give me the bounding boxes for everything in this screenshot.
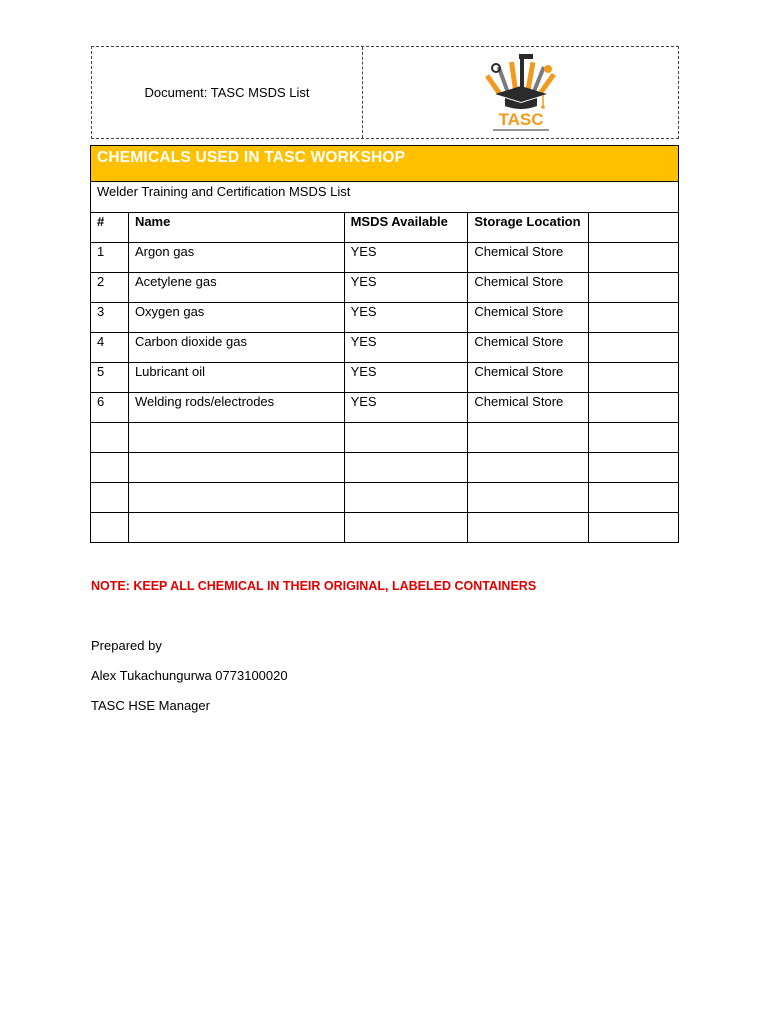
cell-name	[128, 513, 344, 543]
table-title-row	[91, 146, 679, 182]
cell-msds-available: YES	[344, 303, 468, 333]
table-row	[91, 363, 679, 393]
cell-number: 6	[91, 393, 129, 423]
cell-name: Acetylene gas	[128, 273, 344, 303]
cell-name: Oxygen gas	[128, 303, 344, 333]
cell-blank	[589, 363, 679, 393]
cell-number: 4	[91, 333, 129, 363]
table-row	[91, 243, 679, 273]
cell-blank	[589, 273, 679, 303]
cell-number: 2	[91, 273, 129, 303]
table-row-empty	[91, 483, 679, 513]
preparer-role: TASC HSE Manager	[91, 698, 210, 713]
cell-blank	[589, 333, 679, 363]
cell-number: 5	[91, 363, 129, 393]
cell-blank	[589, 243, 679, 273]
cell-name	[128, 483, 344, 513]
table-row	[91, 303, 679, 333]
table-row	[91, 333, 679, 363]
cell-storage-location	[468, 513, 589, 543]
table-row-empty	[91, 453, 679, 483]
cell-msds-available: YES	[344, 243, 468, 273]
cell-storage-location	[468, 423, 589, 453]
cell-blank	[589, 513, 679, 543]
cell-storage-location: Chemical Store	[468, 303, 589, 333]
graduation-cap-icon	[495, 86, 547, 109]
cell-number	[91, 453, 129, 483]
document-label: Document: TASC MSDS List	[92, 47, 363, 138]
chemicals-table	[90, 145, 679, 543]
table-row	[91, 273, 679, 303]
cell-number	[91, 423, 129, 453]
cell-storage-location: Chemical Store	[468, 243, 589, 273]
cell-blank	[589, 483, 679, 513]
cell-number: 1	[91, 243, 129, 273]
cell-number	[91, 483, 129, 513]
cell-msds-available: YES	[344, 273, 468, 303]
table-header-row	[91, 213, 679, 243]
table-row-empty	[91, 423, 679, 453]
document-header	[91, 46, 679, 139]
cell-blank	[589, 453, 679, 483]
column-header-blank	[589, 213, 679, 243]
cell-name: Carbon dioxide gas	[128, 333, 344, 363]
cell-msds-available	[344, 423, 468, 453]
cell-blank	[589, 423, 679, 453]
cell-msds-available	[344, 453, 468, 483]
preparer-name: Alex Tukachungurwa 0773100020	[91, 668, 288, 683]
table-subtitle-row	[91, 182, 679, 213]
table-subtitle: Welder Training and Certification MSDS List	[91, 182, 679, 213]
prepared-by-label: Prepared by	[91, 638, 162, 653]
cell-storage-location: Chemical Store	[468, 363, 589, 393]
column-header-name: Name	[128, 213, 344, 243]
column-header-storage-location: Storage Location	[468, 213, 589, 243]
cell-msds-available: YES	[344, 363, 468, 393]
cell-blank	[589, 303, 679, 333]
safety-note: NOTE: KEEP ALL CHEMICAL IN THEIR ORIGINAL, LABELED CONTAINERS	[91, 579, 537, 593]
cell-number	[91, 513, 129, 543]
cell-name: Lubricant oil	[128, 363, 344, 393]
table-row-empty	[91, 513, 679, 543]
cell-name: Argon gas	[128, 243, 344, 273]
table-row	[91, 393, 679, 423]
tasc-logo	[471, 52, 571, 134]
column-header-number: #	[91, 213, 129, 243]
cell-msds-available	[344, 483, 468, 513]
cell-number: 3	[91, 303, 129, 333]
cell-storage-location	[468, 483, 589, 513]
cell-name: Welding rods/electrodes	[128, 393, 344, 423]
table-title: CHEMICALS USED IN TASC WORKSHOP	[91, 146, 679, 182]
cell-name	[128, 423, 344, 453]
logo-cell	[363, 47, 678, 138]
cell-msds-available: YES	[344, 333, 468, 363]
cell-msds-available	[344, 513, 468, 543]
column-header-msds-available: MSDS Available	[344, 213, 468, 243]
cell-storage-location: Chemical Store	[468, 273, 589, 303]
cell-name	[128, 453, 344, 483]
cell-blank	[589, 393, 679, 423]
cell-storage-location: Chemical Store	[468, 333, 589, 363]
cell-msds-available: YES	[344, 393, 468, 423]
cell-storage-location	[468, 453, 589, 483]
logo-text: TASC	[497, 109, 544, 129]
cell-storage-location: Chemical Store	[468, 393, 589, 423]
